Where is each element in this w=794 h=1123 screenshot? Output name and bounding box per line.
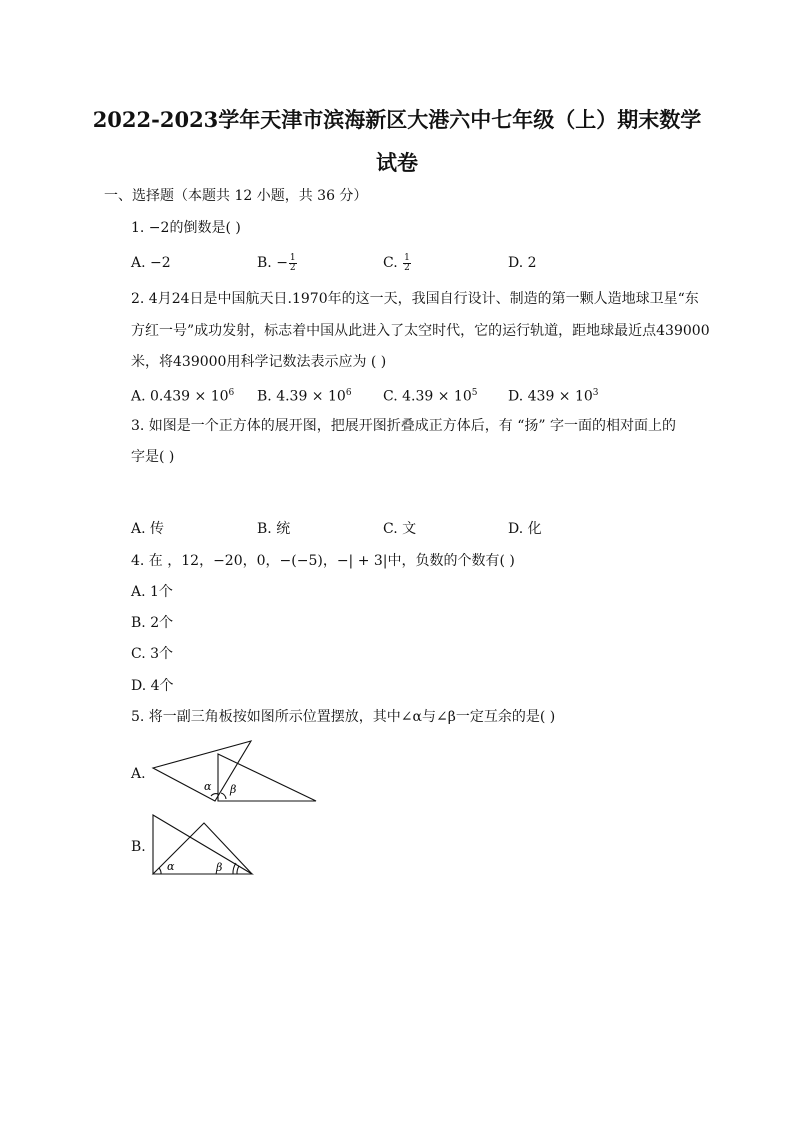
q5-a-alpha-arc	[211, 794, 218, 796]
q3-stem-line1: 3. 如图是一个正方体的展开图，把展开图折叠成正方体后，有 “扬” 字一面的相对面上的	[131, 418, 677, 434]
q5-a-beta-arc	[221, 793, 226, 799]
q1-option-c-numerator: 1	[404, 252, 410, 263]
q1-option-c-prefix: C.	[383, 255, 403, 271]
q2-stem-line1: 2. 4月24日是中国航天日.1970年的这一天，我国自行设计、制造的第一颗人造地球卫星“东	[131, 291, 699, 307]
q4-option-d: D. 4个	[131, 678, 174, 694]
exam-title-line2: 试卷	[376, 150, 418, 175]
q4-option-c: C. 3个	[131, 646, 174, 662]
q1-option-d: D. 2	[508, 255, 537, 271]
q3-option-d: D. 化	[508, 521, 542, 537]
q2-option-a-base: A. 0.439 × 10	[131, 388, 229, 405]
q2-option-a-exponent: 6	[228, 388, 235, 398]
q2-option-c	[383, 383, 477, 407]
q5-option-a-figure	[148, 738, 318, 804]
q2-option-a	[131, 383, 234, 407]
q4-stem: 4. 在 ，12，−20，0，−(−5)，−| + 3|中，负数的个数有( )	[131, 553, 515, 569]
q3-option-c: C. 文	[383, 521, 417, 537]
q2-option-b-exponent: 6	[345, 388, 352, 398]
q2-option-c-base: C. 4.39 × 10	[383, 388, 472, 405]
q2-option-c-exponent: 5	[471, 388, 478, 398]
q1-option-c-fraction	[403, 254, 411, 273]
exam-title-line1: 2022-2023学年天津市滨海新区大港六中七年级（上）期末数学	[92, 107, 702, 132]
q2-option-d	[508, 383, 599, 407]
q5-b-alpha-arc	[159, 868, 161, 874]
q5-a-alpha-label: α	[204, 780, 212, 793]
q1-option-b-numerator: 1	[289, 252, 296, 263]
q5-option-a-label: A.	[131, 766, 146, 782]
q5-b-alpha-label: α	[167, 860, 175, 873]
q1-option-c	[383, 253, 411, 273]
q5-a-beta-label: β	[230, 783, 237, 796]
section-heading: 一、选择题（本题共 12 小题，共 36 分）	[104, 188, 368, 204]
q5-option-b-label: B.	[131, 839, 146, 855]
q5-option-b-figure	[149, 812, 257, 878]
q5-stem: 5. 将一副三角板按如图所示位置摆放，其中∠α与∠β一定互余的是( )	[131, 709, 556, 725]
q4-option-b: B. 2个	[131, 615, 174, 631]
q1-option-b-denominator: 2	[289, 262, 296, 273]
q1-option-a: A. −2	[131, 255, 171, 271]
q3-option-a: A. 传	[131, 521, 165, 537]
q2-stem-line3: 米，将439000用科学记数法表示应为 ( )	[131, 354, 387, 370]
q1-option-b-fraction	[289, 254, 297, 273]
q1-option-c-denominator: 2	[404, 262, 410, 273]
q1-option-b	[257, 253, 297, 273]
q1-stem: 1. −2的倒数是( )	[131, 220, 241, 236]
q3-stem-line2: 字是( )	[131, 449, 175, 465]
q2-option-d-base: D. 439 × 10	[508, 388, 593, 405]
q1-option-b-prefix: B. −	[257, 255, 288, 271]
q2-option-b	[257, 383, 352, 407]
q2-option-d-exponent: 3	[592, 388, 599, 398]
q5-b-beta-arc	[237, 866, 239, 874]
q4-option-a: A. 1个	[131, 584, 173, 600]
q2-option-b-base: B. 4.39 × 10	[257, 388, 346, 405]
q2-stem-line2: 方红一号”成功发射，标志着中国从此进入了太空时代，它的运行轨道，距地球最近点439000	[131, 323, 710, 339]
q3-option-b: B. 统	[257, 521, 291, 537]
q5-b-beta-arc-2	[233, 863, 236, 874]
q5-b-beta-label: β	[216, 861, 223, 874]
